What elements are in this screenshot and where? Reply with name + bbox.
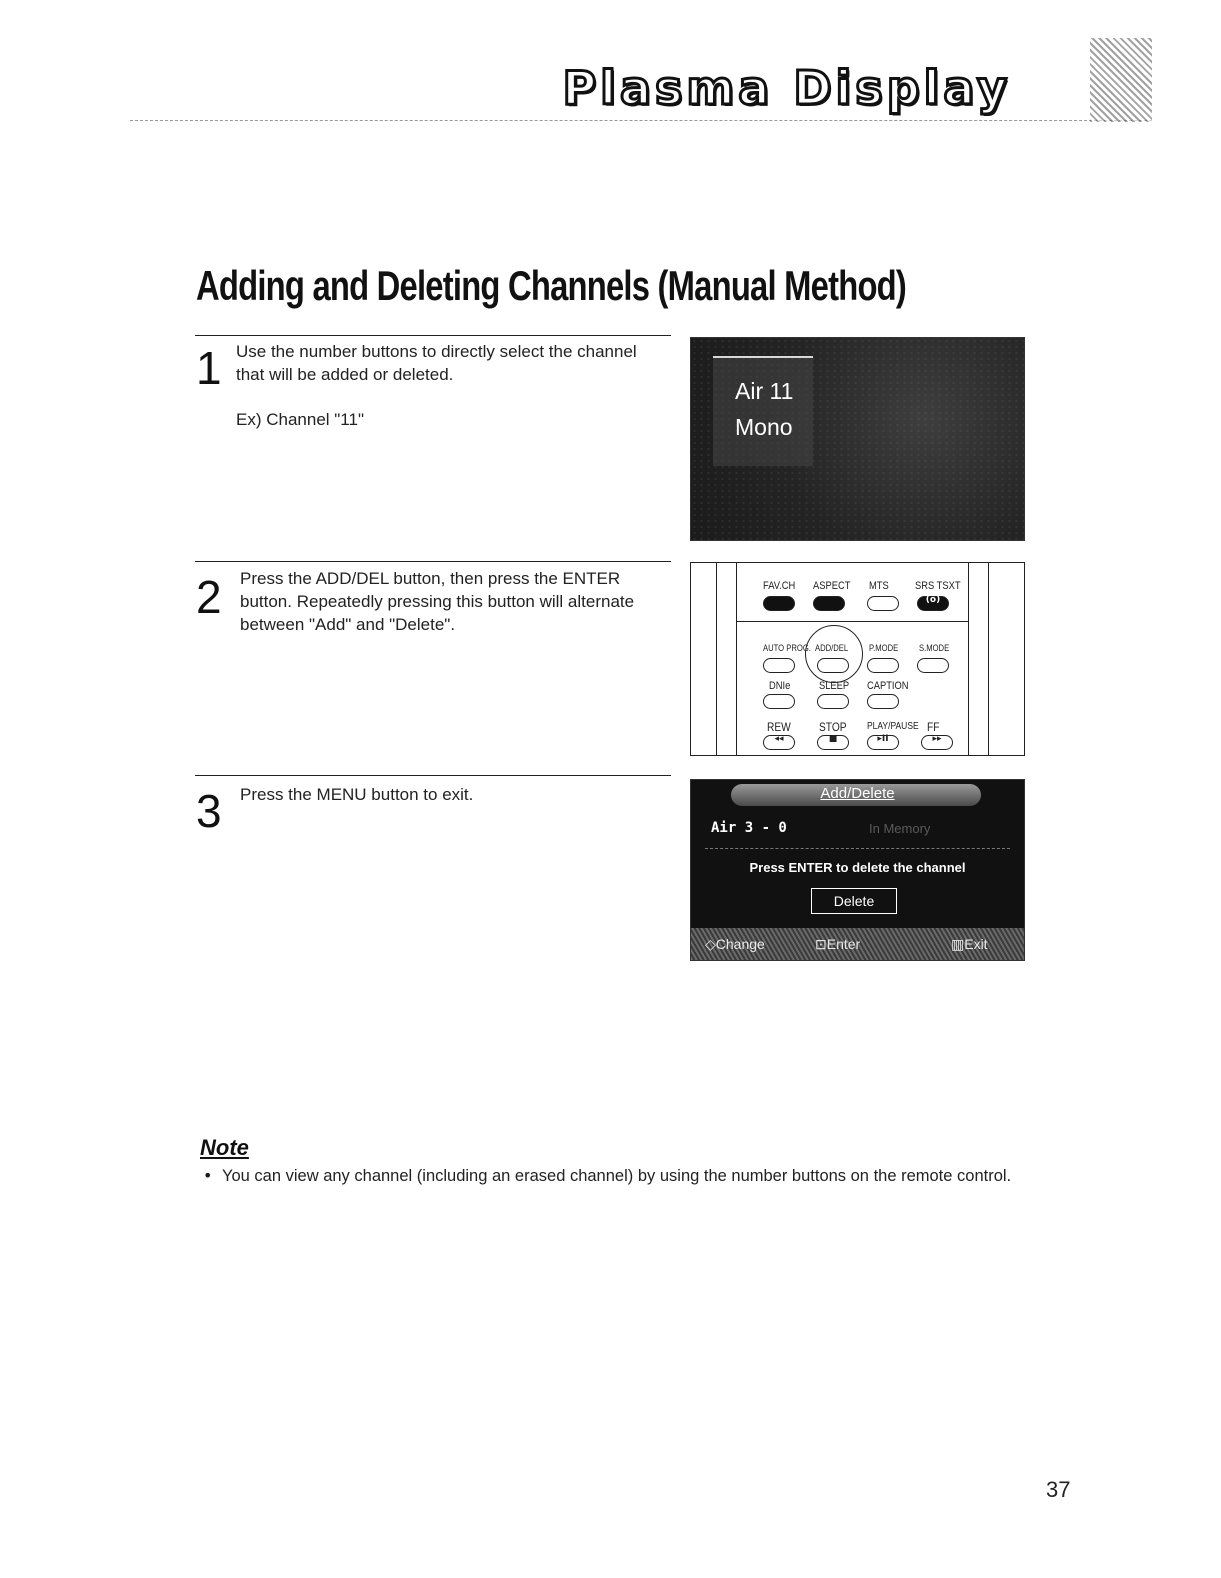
step-2-line-2: button. Repeatedly pressing this button will alternate <box>240 592 635 611</box>
header-title: Plasma Display <box>562 61 1011 115</box>
menu-prompt: Press ENTER to delete the channel <box>749 860 966 875</box>
page-title: Adding and Deleting Channels (Manual Method) <box>196 262 907 309</box>
play-pause-icon: ▸II <box>877 734 889 744</box>
step-1-line-1: Use the number buttons to directly select the channel <box>236 342 637 361</box>
remote-control-illustration <box>690 562 1025 756</box>
header-decoration <box>1090 38 1152 122</box>
rewind-icon: ◂◂ <box>774 734 784 744</box>
note-bullet: • <box>203 1166 213 1185</box>
label-srs-tsxt: SRS TSXT <box>915 580 961 592</box>
menu-channel: Air 3 - 0 <box>711 820 787 836</box>
label-p-mode: P.MODE <box>869 643 899 653</box>
label-s-mode: S.MODE <box>919 643 950 653</box>
step-2-line-3: between "Add" and "Delete". <box>240 615 456 634</box>
step-2-number: 2 <box>196 571 222 623</box>
sleep-button <box>817 694 849 709</box>
play-pause-button <box>867 735 899 750</box>
step-3-number: 3 <box>196 785 222 837</box>
tv-screen-channel-info <box>690 337 1025 541</box>
delete-button: Delete <box>811 888 897 914</box>
s-mode-button <box>917 658 949 673</box>
label-mts: MTS <box>869 580 889 592</box>
step-2-rule <box>195 561 671 562</box>
p-mode-button <box>867 658 899 673</box>
remote-edge-left <box>716 563 717 755</box>
ff-button <box>921 735 953 750</box>
footer-enter: ⊡Enter <box>815 936 861 952</box>
step-1-example: Ex) Channel "11" <box>236 410 364 429</box>
footer-change: ◇Change <box>705 936 765 952</box>
rew-button <box>763 735 795 750</box>
fav-ch-button <box>763 596 795 611</box>
add-del-highlight-circle <box>805 625 863 683</box>
tv-screen-add-delete-menu <box>690 779 1025 961</box>
step-2-text <box>240 567 680 636</box>
step-3-rule <box>195 775 671 776</box>
remote-edge-right <box>988 563 989 755</box>
label-stop: STOP <box>819 720 847 734</box>
footer-exit: ▥Exit <box>951 936 988 952</box>
osd-panel <box>713 356 813 466</box>
step-2-line-1: Press the ADD/DEL button, then press the ENTER <box>240 569 621 588</box>
step-1-text <box>236 340 676 431</box>
step-1-rule <box>195 335 671 336</box>
note-heading: Note <box>200 1135 249 1160</box>
remote-edge-left-inner <box>736 563 737 755</box>
fast-forward-icon: ▸▸ <box>932 734 942 744</box>
label-rew: REW <box>767 720 791 734</box>
osd-audio: Mono <box>735 414 793 440</box>
step-3-line-1: Press the MENU button to exit. <box>240 785 474 804</box>
dnie-button <box>763 694 795 709</box>
label-fav-ch: FAV.CH <box>763 580 796 592</box>
mts-button <box>867 596 899 611</box>
label-caption: CAPTION <box>867 680 909 692</box>
step-3-text <box>240 783 680 806</box>
remote-section-divider <box>736 621 968 622</box>
label-play-pause: PLAY/PAUSE <box>867 721 919 732</box>
label-sleep: SLEEP <box>819 680 850 692</box>
auto-prog-button <box>763 658 795 673</box>
header-rule <box>130 120 1152 121</box>
label-aspect: ASPECT <box>813 580 851 592</box>
menu-divider <box>705 848 1010 849</box>
step-1-line-2: that will be added or deleted. <box>236 365 454 384</box>
menu-status: In Memory <box>869 821 931 836</box>
srs-icon: (o) <box>925 595 941 605</box>
note-text: You can view any channel (including an erased channel) by using the number buttons on the remote control. <box>222 1167 1012 1185</box>
label-auto-prog: AUTO PROG. <box>763 643 811 653</box>
label-dnie: DNIe <box>769 680 791 692</box>
label-add-del: ADD/DEL <box>815 643 849 653</box>
menu-title: Add/Delete <box>820 785 895 802</box>
aspect-button <box>813 596 845 611</box>
step-1-number: 1 <box>196 342 222 394</box>
srs-tsxt-button <box>917 596 949 611</box>
stop-button <box>817 735 849 750</box>
osd-channel: Air 11 <box>735 378 794 404</box>
page-number: 37 <box>1046 1477 1071 1502</box>
caption-button <box>867 694 899 709</box>
label-ff: FF <box>927 720 940 734</box>
stop-icon: ■ <box>828 734 838 744</box>
remote-edge-right-inner <box>968 563 969 755</box>
